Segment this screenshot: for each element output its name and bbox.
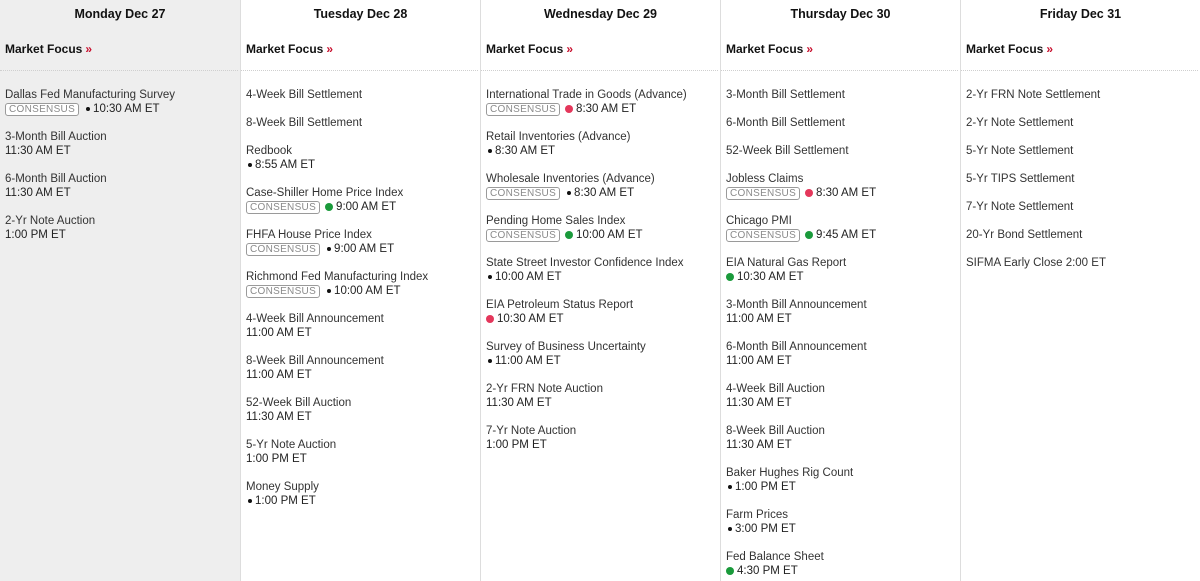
event-time: 10:00 AM ET [576, 229, 643, 241]
event-time: 8:30 AM ET [574, 187, 635, 199]
event-meta [5, 186, 240, 200]
event-time: 10:00 AM ET [495, 271, 562, 283]
calendar-event [726, 340, 960, 368]
calendar-event [966, 172, 1200, 186]
day-column-tuesday [240, 0, 480, 581]
green-dot-icon [726, 273, 734, 281]
black-dot-icon [248, 499, 252, 503]
event-name-link[interactable]: 8-Week Bill Auction [726, 425, 825, 437]
event-name-link[interactable]: 2-Yr Note Auction [5, 215, 96, 227]
event-meta [726, 228, 960, 242]
event-meta [5, 228, 240, 242]
event-meta [246, 368, 480, 382]
calendar-event [246, 480, 480, 508]
event-name-link[interactable]: 6-Month Bill Announcement [726, 341, 867, 353]
event-time: 11:00 AM ET [726, 313, 792, 325]
black-dot-icon [327, 247, 331, 251]
event-time: 1:00 PM ET [5, 229, 66, 241]
calendar-event [246, 144, 480, 172]
event-name-link[interactable]: 2-Yr Note Settlement [966, 117, 1074, 129]
chevron-right-icon: » [806, 42, 814, 56]
consensus-badge[interactable]: CONSENSUS [726, 187, 800, 200]
event-name-link[interactable]: Dallas Fed Manufacturing Survey [5, 89, 176, 101]
calendar-event [5, 130, 240, 158]
event-name-link[interactable]: FHFA House Price Index [246, 229, 372, 241]
event-meta [486, 312, 720, 326]
black-dot-icon [248, 163, 252, 167]
market-focus-label: Market Focus [726, 42, 804, 56]
event-name-link[interactable]: 5-Yr TIPS Settlement [966, 173, 1075, 185]
market-focus-label: Market Focus [966, 42, 1044, 56]
calendar-event [246, 312, 480, 340]
consensus-badge[interactable]: CONSENSUS [246, 243, 320, 256]
calendar-event [246, 354, 480, 382]
event-name-link[interactable]: Retail Inventories (Advance) [486, 131, 631, 143]
event-meta [486, 102, 720, 116]
market-focus-label: Market Focus [486, 42, 564, 56]
event-name-link[interactable]: 5-Yr Note Settlement [966, 145, 1074, 157]
event-meta [486, 270, 720, 284]
red-dot-icon [565, 105, 573, 113]
market-focus-link[interactable] [241, 29, 478, 71]
event-meta [726, 438, 960, 452]
black-dot-icon [86, 107, 90, 111]
event-time: 4:30 PM ET [737, 565, 798, 577]
event-meta [246, 242, 480, 256]
day-header: Wednesday Dec 29 [543, 7, 658, 21]
event-list [0, 71, 240, 242]
event-list [481, 71, 720, 452]
consensus-badge[interactable]: CONSENSUS [486, 229, 560, 242]
calendar-event [246, 270, 480, 298]
event-time: 8:30 AM ET [495, 145, 556, 157]
event-time: 11:00 AM ET [246, 369, 312, 381]
event-time: 11:30 AM ET [726, 397, 792, 409]
event-list [961, 71, 1200, 270]
event-meta [246, 410, 480, 424]
calendar-event [486, 214, 720, 242]
red-dot-icon [805, 189, 813, 197]
event-time: 11:30 AM ET [486, 397, 552, 409]
calendar-event [726, 298, 960, 326]
event-name-link[interactable]: 2-Yr FRN Note Auction [486, 383, 603, 395]
event-name-link[interactable]: 7-Yr Note Settlement [966, 201, 1074, 213]
calendar-event [5, 172, 240, 200]
event-name-link[interactable]: SIFMA Early Close 2:00 ET [966, 257, 1106, 269]
day-header: Monday Dec 27 [74, 7, 166, 21]
event-name-link[interactable]: Baker Hughes Rig Count [726, 467, 854, 479]
event-name-link[interactable]: EIA Natural Gas Report [726, 257, 847, 269]
event-name-link[interactable]: Money Supply [246, 481, 319, 493]
event-name-link[interactable]: 20-Yr Bond Settlement [966, 229, 1083, 241]
day-column-thursday [720, 0, 960, 581]
calendar-event [486, 424, 720, 452]
event-meta [246, 326, 480, 340]
event-meta [246, 158, 480, 172]
day-column-monday [0, 0, 240, 581]
event-meta [246, 284, 480, 298]
event-time: 11:30 AM ET [5, 187, 71, 199]
event-name-link[interactable]: Redbook [246, 145, 293, 157]
event-name-link[interactable]: 2-Yr FRN Note Settlement [966, 89, 1101, 101]
event-name-link[interactable]: 7-Yr Note Auction [486, 425, 577, 437]
calendar-event [726, 88, 960, 102]
event-name-link[interactable]: EIA Petroleum Status Report [486, 299, 634, 311]
market-focus-link[interactable] [961, 29, 1198, 71]
day-header: Friday Dec 31 [1039, 7, 1122, 21]
event-name-link[interactable]: 3-Month Bill Settlement [726, 89, 845, 101]
calendar-event [246, 228, 480, 256]
calendar-event [5, 214, 240, 242]
event-name-link[interactable]: Jobless Claims [726, 173, 804, 185]
event-name-link[interactable]: 4-Week Bill Announcement [246, 313, 384, 325]
calendar-event [726, 508, 960, 536]
calendar-event [726, 116, 960, 130]
calendar-event [246, 396, 480, 424]
event-name-link[interactable]: 52-Week Bill Settlement [726, 145, 849, 157]
event-time: 8:55 AM ET [255, 159, 316, 171]
calendar-event [486, 130, 720, 158]
calendar-event [726, 144, 960, 158]
black-dot-icon [728, 527, 732, 531]
event-name-link[interactable]: International Trade in Goods (Advance) [486, 89, 687, 101]
event-time: 10:30 AM ET [93, 103, 160, 115]
green-dot-icon [726, 567, 734, 575]
event-name-link[interactable]: 8-Week Bill Settlement [246, 117, 363, 129]
black-dot-icon [728, 485, 732, 489]
event-time: 9:00 AM ET [334, 243, 395, 255]
chevron-right-icon: » [1046, 42, 1054, 56]
consensus-badge[interactable]: CONSENSUS [486, 103, 560, 116]
consensus-badge[interactable]: CONSENSUS [726, 229, 800, 242]
market-focus-link[interactable] [721, 29, 958, 71]
event-meta [486, 186, 720, 200]
event-time: 9:00 AM ET [336, 201, 397, 213]
calendar-event [486, 340, 720, 368]
event-meta [486, 144, 720, 158]
day-header: Thursday Dec 30 [790, 7, 891, 21]
event-meta [726, 354, 960, 368]
event-meta [486, 438, 720, 452]
event-time: 11:00 AM ET [726, 355, 792, 367]
event-name-link[interactable]: 3-Month Bill Auction [5, 131, 107, 143]
calendar-event [966, 116, 1200, 130]
event-time: 11:30 AM ET [246, 411, 312, 423]
event-name-link[interactable]: Richmond Fed Manufacturing Index [246, 271, 429, 283]
event-name-link[interactable]: 8-Week Bill Announcement [246, 355, 384, 367]
event-meta [5, 102, 240, 116]
chevron-right-icon: » [566, 42, 574, 56]
event-meta [5, 144, 240, 158]
event-time: 1:00 PM ET [246, 453, 307, 465]
event-time: 10:00 AM ET [334, 285, 401, 297]
event-meta [726, 564, 960, 578]
event-name-link[interactable]: Chicago PMI [726, 215, 792, 227]
day-header: Tuesday Dec 28 [313, 7, 408, 21]
event-meta [726, 396, 960, 410]
market-focus-label: Market Focus [246, 42, 324, 56]
calendar-event [726, 550, 960, 578]
calendar-event [246, 116, 480, 130]
event-time: 11:00 AM ET [246, 327, 312, 339]
event-list [721, 71, 960, 578]
calendar-event [966, 256, 1200, 270]
green-dot-icon [805, 231, 813, 239]
event-meta [246, 494, 480, 508]
event-name-link[interactable]: Wholesale Inventories (Advance) [486, 173, 655, 185]
event-time: 10:30 AM ET [497, 313, 564, 325]
calendar-event [486, 256, 720, 284]
day-column-wednesday [480, 0, 720, 581]
black-dot-icon [567, 191, 571, 195]
calendar-event [726, 172, 960, 200]
event-name-link[interactable]: Pending Home Sales Index [486, 215, 626, 227]
calendar-event [966, 200, 1200, 214]
event-name-link[interactable]: 6-Month Bill Settlement [726, 117, 845, 129]
black-dot-icon [488, 359, 492, 363]
green-dot-icon [565, 231, 573, 239]
chevron-right-icon: » [326, 42, 334, 56]
calendar-event [5, 88, 240, 116]
black-dot-icon [488, 149, 492, 153]
black-dot-icon [327, 289, 331, 293]
calendar-event [486, 298, 720, 326]
event-meta [246, 452, 480, 466]
event-time: 8:30 AM ET [576, 103, 637, 115]
event-time: 1:00 PM ET [735, 481, 796, 493]
calendar-event [246, 438, 480, 466]
market-focus-link[interactable] [0, 29, 238, 71]
calendar-event [726, 256, 960, 284]
event-meta [726, 270, 960, 284]
green-dot-icon [325, 203, 333, 211]
event-name-link[interactable]: Fed Balance Sheet [726, 551, 824, 563]
market-focus-link[interactable] [481, 29, 718, 71]
event-meta [726, 480, 960, 494]
event-meta [726, 522, 960, 536]
calendar-event [726, 214, 960, 242]
red-dot-icon [486, 315, 494, 323]
event-time: 8:30 AM ET [816, 187, 877, 199]
event-name-link[interactable]: 5-Yr Note Auction [246, 439, 337, 451]
event-name-link[interactable]: Farm Prices [726, 509, 788, 521]
calendar-event [486, 172, 720, 200]
event-name-link[interactable]: Case-Shiller Home Price Index [246, 187, 404, 199]
day-column-friday [960, 0, 1200, 581]
calendar-event [726, 424, 960, 452]
event-meta [486, 396, 720, 410]
event-time: 11:00 AM ET [495, 355, 561, 367]
calendar-event [726, 382, 960, 410]
black-dot-icon [488, 275, 492, 279]
event-name-link[interactable]: 3-Month Bill Announcement [726, 299, 867, 311]
event-name-link[interactable]: 52-Week Bill Auction [246, 397, 352, 409]
event-meta [726, 186, 960, 200]
event-list [241, 71, 480, 508]
calendar-event [246, 88, 480, 102]
event-meta [486, 354, 720, 368]
consensus-badge[interactable]: CONSENSUS [486, 187, 560, 200]
event-meta [246, 200, 480, 214]
event-time: 11:30 AM ET [5, 145, 71, 157]
calendar-event [966, 144, 1200, 158]
consensus-badge[interactable]: CONSENSUS [246, 201, 320, 214]
calendar-event [966, 228, 1200, 242]
consensus-badge[interactable]: CONSENSUS [5, 103, 79, 116]
event-name-link[interactable]: Survey of Business Uncertainty [486, 341, 646, 353]
event-time: 1:00 PM ET [255, 495, 316, 507]
market-focus-label: Market Focus [5, 42, 83, 56]
calendar-event [486, 88, 720, 116]
consensus-badge[interactable]: CONSENSUS [246, 285, 320, 298]
event-name-link[interactable]: 6-Month Bill Auction [5, 173, 107, 185]
event-time: 11:30 AM ET [726, 439, 792, 451]
event-time: 3:00 PM ET [735, 523, 796, 535]
calendar-event [246, 186, 480, 214]
event-name-link[interactable]: 4-Week Bill Auction [726, 383, 825, 395]
event-time: 10:30 AM ET [737, 271, 804, 283]
event-meta [486, 228, 720, 242]
event-name-link[interactable]: 4-Week Bill Settlement [246, 89, 363, 101]
event-name-link[interactable]: State Street Investor Confidence Index [486, 257, 684, 269]
event-time: 1:00 PM ET [486, 439, 547, 451]
calendar-event [966, 88, 1200, 102]
calendar-event [486, 382, 720, 410]
calendar-event [726, 466, 960, 494]
event-meta [726, 312, 960, 326]
event-time: 9:45 AM ET [816, 229, 877, 241]
chevron-right-icon: » [85, 42, 93, 56]
